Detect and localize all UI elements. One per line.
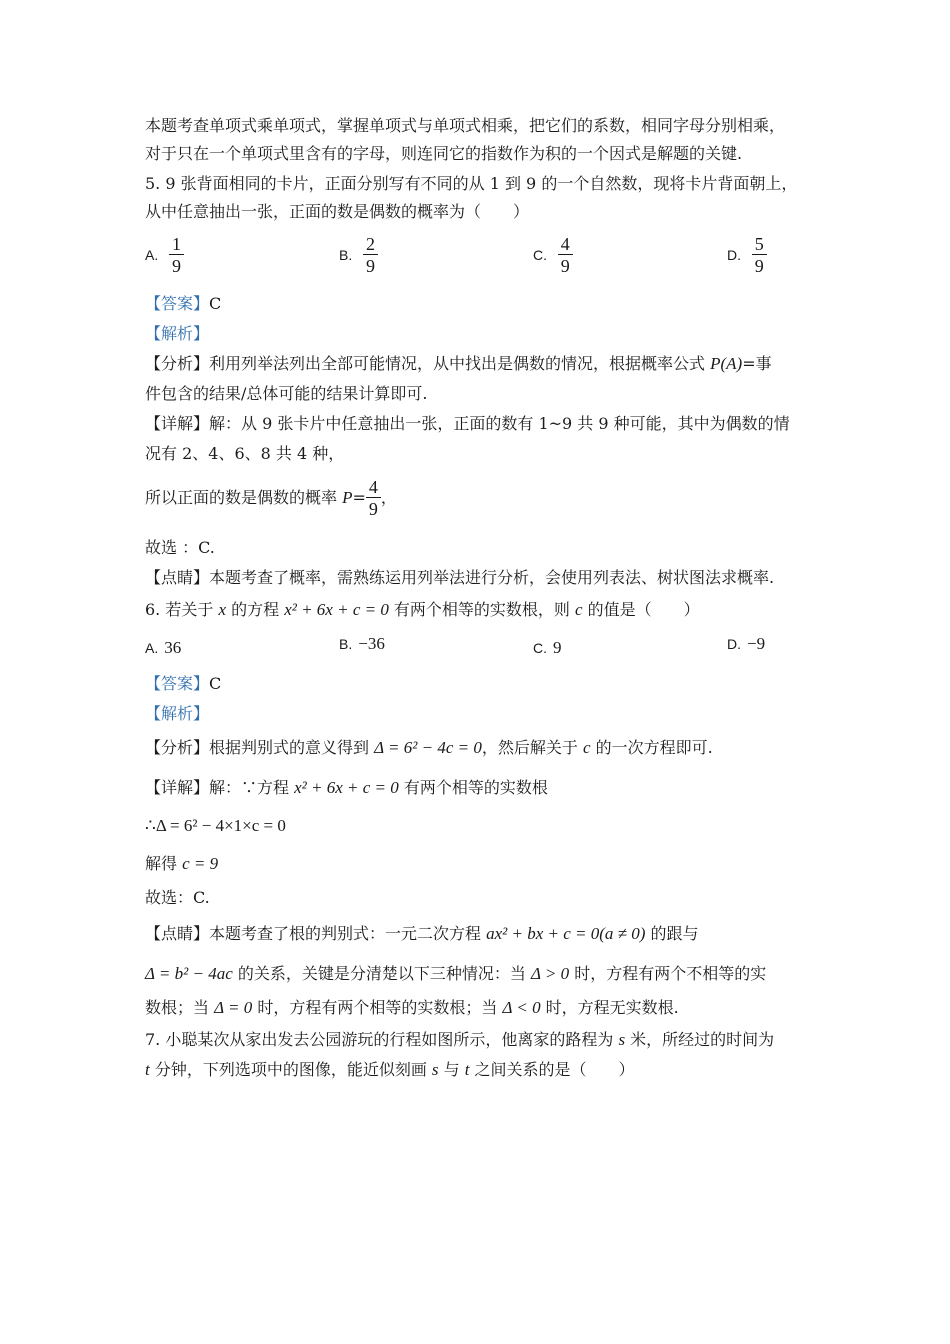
solution: c = 9 bbox=[182, 854, 219, 873]
q5-dianjing bbox=[145, 566, 774, 590]
q6-option-a bbox=[145, 638, 181, 658]
dianjing-text: 时，方程有两个相等的实数根；当 bbox=[252, 998, 503, 1017]
dianjing-tag: 【点睛】 bbox=[145, 924, 210, 943]
answer-value: C bbox=[209, 294, 222, 313]
q5-option-a bbox=[145, 234, 184, 277]
comma: ， bbox=[380, 488, 397, 507]
q5-option-c bbox=[533, 234, 573, 277]
detail-tag: 【详解】 bbox=[145, 778, 210, 797]
stem-text: 之间关系的是（ ） bbox=[469, 1060, 635, 1079]
delta-lt-zero: Δ < 0 bbox=[502, 998, 541, 1017]
option-label: D. bbox=[727, 636, 741, 652]
q5-answer bbox=[145, 292, 221, 316]
equation: x² + 6x + c = 0 bbox=[284, 600, 389, 619]
q5-fenxi-line-1 bbox=[145, 352, 772, 376]
denominator: 9 bbox=[558, 254, 573, 277]
var-x: x bbox=[218, 600, 226, 619]
q5-stem-line-2: 从中任意抽出一张，正面的数是偶数的概率为（ ） bbox=[145, 202, 530, 221]
option-label: A. bbox=[145, 246, 159, 263]
q5-detail-line-1 bbox=[145, 412, 790, 436]
equals-sign: = bbox=[352, 488, 366, 507]
q6-option-c bbox=[533, 638, 562, 658]
option-label: B. bbox=[339, 246, 353, 263]
numerator: 5 bbox=[754, 234, 764, 254]
prob-var: P bbox=[342, 488, 353, 507]
var-t: t bbox=[464, 1060, 470, 1079]
q6-fenxi bbox=[145, 736, 713, 760]
dianjing-text: 的关系，关键是分清楚以下三种情况：当 bbox=[232, 964, 531, 983]
dianjing-tag: 【点睛】 bbox=[145, 568, 210, 587]
equation: x² + 6x + c = 0 bbox=[294, 778, 399, 797]
delta-gt-zero: Δ > 0 bbox=[530, 964, 570, 983]
var-s: s bbox=[618, 1030, 626, 1049]
stem-text: 分钟，下列选项中的图像，能近似刻画 bbox=[149, 1060, 432, 1079]
option-label: D. bbox=[727, 246, 741, 263]
q6-choose: 故选：C. bbox=[145, 888, 210, 907]
q5-option-b bbox=[339, 234, 378, 277]
q5-fenxi-line-2: 件包含的结果/总体可能的结果计算即可. bbox=[145, 384, 428, 403]
stem-text: 米，所经过的时间为 bbox=[625, 1030, 775, 1049]
quadratic-eq: ax² + bx + c = 0(a ≠ 0) bbox=[486, 924, 646, 943]
fraction bbox=[363, 234, 378, 277]
discriminant-eq: Δ = 6² − 4c = 0 bbox=[374, 738, 482, 757]
option-label: A. bbox=[145, 640, 159, 656]
q6-analysis-tag: 【解析】 bbox=[145, 704, 210, 723]
q6-stem bbox=[145, 598, 700, 622]
q6-dianjing-line-3 bbox=[145, 996, 679, 1020]
option-value: 9 bbox=[553, 638, 562, 657]
q7-stem-line-1 bbox=[145, 1028, 774, 1052]
q7-stem-line-2 bbox=[145, 1058, 635, 1082]
fraction bbox=[558, 234, 573, 277]
fenxi-text: 的一次方程即可. bbox=[590, 738, 713, 757]
dianjing-text: 时，方程无实数根. bbox=[540, 998, 679, 1017]
q6-step-2: ∴Δ = 6² − 4×1×c = 0 bbox=[145, 816, 286, 835]
answer-tag: 【答案】 bbox=[145, 674, 210, 693]
dianjing-text: 数根；当 bbox=[145, 998, 215, 1017]
q6-detail-line-1 bbox=[145, 776, 548, 800]
fraction bbox=[169, 234, 184, 277]
q6-answer bbox=[145, 672, 221, 696]
numerator: 4 bbox=[368, 477, 378, 497]
stem-text: 有两个相等的实数根，则 bbox=[388, 600, 576, 619]
answer-tag: 【答案】 bbox=[145, 294, 210, 313]
option-label: B. bbox=[339, 636, 353, 652]
option-label: C. bbox=[533, 640, 547, 656]
fraction bbox=[366, 477, 381, 520]
detail-text: 解：从 9 张卡片中任意抽出一张，正面的数有 1~9 共 9 种可能，其中为偶数的情 bbox=[209, 414, 790, 433]
q6-dianjing-line-2 bbox=[145, 962, 766, 986]
numerator: 1 bbox=[172, 234, 182, 254]
q6-option-d bbox=[727, 634, 765, 654]
denominator: 9 bbox=[752, 254, 767, 277]
stem-text: 6. 若关于 bbox=[145, 600, 219, 619]
dianjing-text: 时，方程有两个不相等的实 bbox=[569, 964, 767, 983]
detail-text: 解：∵方程 bbox=[209, 778, 295, 797]
option-value: 36 bbox=[164, 638, 182, 657]
numerator: 2 bbox=[366, 234, 376, 254]
fenxi-text: 根据判别式的意义得到 bbox=[209, 738, 375, 757]
q6-dianjing-line-1 bbox=[145, 922, 699, 946]
q6-step-3 bbox=[145, 852, 218, 876]
option-label: C. bbox=[533, 246, 547, 263]
dianjing-text: 的跟与 bbox=[645, 924, 699, 943]
numerator: 4 bbox=[560, 234, 570, 254]
intro-line-2: 对于只在一个单项式里含有的字母，则连同它的指数作为积的一个因式是解题的关键. bbox=[145, 144, 743, 163]
fenxi-tag: 【分析】 bbox=[145, 738, 210, 757]
fenxi-text: ，然后解关于 bbox=[481, 738, 583, 757]
var-s: s bbox=[431, 1060, 439, 1079]
probability-formula: P(A) bbox=[710, 354, 743, 373]
discriminant-def: Δ = b² − 4ac bbox=[145, 964, 233, 983]
option-value: −36 bbox=[358, 634, 385, 653]
denominator: 9 bbox=[363, 254, 378, 277]
option-value: −9 bbox=[747, 634, 766, 653]
dianjing-text: 本题考查了概率，需熟练运用列举法进行分析，会使用列表法、树状图法求概率. bbox=[209, 568, 775, 587]
fraction bbox=[752, 234, 767, 277]
q5-analysis-tag: 【解析】 bbox=[145, 324, 210, 343]
intro-line-1: 本题考查单项式乘单项式，掌握单项式与单项式相乘，把它们的系数，相同字母分别相乘， bbox=[145, 116, 786, 135]
var-t: t bbox=[145, 1060, 150, 1079]
q5-stem-line-1: 5. 9 张背面相同的卡片，正面分别写有不同的从 1 到 9 的一个自然数，现将卡片背面朝上， bbox=[145, 174, 798, 193]
stem-text: 的方程 bbox=[226, 600, 285, 619]
step-text: 解得 bbox=[145, 854, 183, 873]
q6-option-b bbox=[339, 634, 385, 654]
var-c: c bbox=[582, 738, 591, 757]
q5-option-d bbox=[727, 234, 767, 277]
detail-text: 所以正面的数是偶数的概率 bbox=[145, 488, 343, 507]
q5-choose: 故选 ：C. bbox=[145, 538, 215, 557]
fenxi-tag: 【分析】 bbox=[145, 354, 210, 373]
fenxi-text-end: =事 bbox=[742, 354, 772, 373]
delta-eq-zero: Δ = 0 bbox=[214, 998, 253, 1017]
detail-text: 有两个相等的实数根 bbox=[398, 778, 548, 797]
answer-value: C bbox=[209, 674, 222, 693]
q5-detail-line-3 bbox=[145, 476, 397, 520]
stem-text: 与 bbox=[438, 1060, 465, 1079]
fenxi-text: 利用列举法列出全部可能情况，从中找出是偶数的情况，根据概率公式 bbox=[209, 354, 711, 373]
denominator: 9 bbox=[169, 254, 184, 277]
q5-detail-line-2: 况有 2、4、6、8 共 4 种， bbox=[145, 444, 345, 463]
var-c: c bbox=[575, 600, 583, 619]
detail-tag: 【详解】 bbox=[145, 414, 210, 433]
dianjing-text: 本题考查了根的判别式：一元二次方程 bbox=[209, 924, 487, 943]
stem-text: 7. 小聪某次从家出发去公园游玩的行程如图所示，他离家的路程为 bbox=[145, 1030, 619, 1049]
stem-text: 的值是（ ） bbox=[582, 600, 700, 619]
denominator: 9 bbox=[366, 497, 381, 520]
